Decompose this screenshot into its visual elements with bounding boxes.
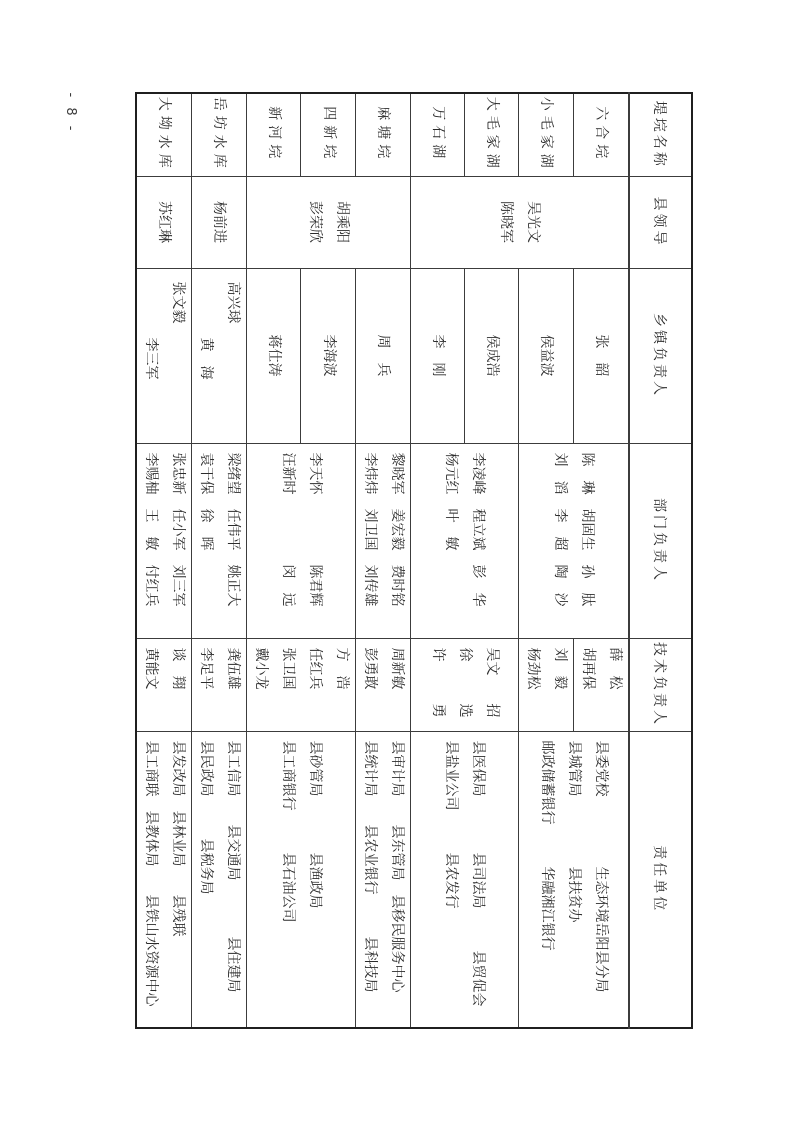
cell-responsible-unit-5: 县审计局 县东管局 县移民服务中心 县统计局 县农业银行 县科技局 bbox=[356, 731, 411, 1028]
cell-responsible-unit-r6-7: 县砂管局 县渔政局 县工商银行 县石油公司 bbox=[247, 731, 356, 1028]
header-county-leader: 县领导 bbox=[629, 176, 692, 268]
cell-responsible-unit-r3-4: 县医保局 县司法局 县贸促会 县盐业公司 县农发行 bbox=[411, 731, 519, 1028]
cell-technical-head-8: 龚伍雄 李足平 bbox=[192, 638, 247, 731]
header-row bbox=[629, 93, 692, 1028]
cell-technical-head-2: 刘 毅 杨劲松 bbox=[519, 638, 574, 731]
cell-technical-head-1: 薛 松 胡再保 bbox=[574, 638, 630, 731]
cell-responsible-unit-9: 县发改局 县林业局 县残联 县工商联 县教体局 县铁山水资源中心 bbox=[136, 731, 192, 1028]
cell-township-head-9: 张文毅 李三军 bbox=[136, 268, 192, 443]
cell-levee-name-5: 麻塘垸 bbox=[356, 93, 411, 176]
cell-responsible-unit-r1-2: 县委党校 生态环境岳阳县分局 县城管局 县扶贫办 邮政储蓄银行 华融湘江银行 bbox=[519, 731, 630, 1028]
header-responsible-unit: 责任单位 bbox=[629, 731, 692, 1028]
table-row bbox=[136, 93, 192, 1028]
cell-department-head-r3-4: 李凌峰 程立斌 彭 华 杨元红 叶 敏 bbox=[411, 443, 519, 638]
cell-township-head-8: 高兴球 黄 海 bbox=[192, 268, 247, 443]
cell-township-head-4: 李 刚 bbox=[411, 268, 465, 443]
cell-county-leader-r5-7: 胡乘阳 彭荣欣 bbox=[247, 176, 411, 268]
cell-township-head-7: 蒋仕涛 bbox=[247, 268, 302, 443]
header-township-head: 乡镇负责人 bbox=[629, 268, 692, 443]
header-department-head: 部门负责人 bbox=[629, 443, 692, 638]
page-number: - 8 - bbox=[63, 92, 78, 134]
cell-levee-name-2: 小毛家湖 bbox=[519, 93, 574, 176]
cell-levee-name-8: 岳坊水库 bbox=[192, 93, 247, 176]
cell-department-head-r1-2: 陈 琳 胡固生 孙 肽 刘 滔 李 超 陶 沙 bbox=[519, 443, 630, 638]
cell-levee-name-3: 大毛家湖 bbox=[465, 93, 519, 176]
cell-county-leader-9: 苏红琳 bbox=[136, 176, 192, 268]
cell-department-head-9: 张忠新 任小军 刘三军 李赐柚 王 敏 付红兵 bbox=[136, 443, 192, 638]
levee-responsibility-table bbox=[135, 92, 693, 1029]
header-levee-name: 堤垸名称 bbox=[629, 93, 692, 176]
cell-township-head-2: 侯益波 bbox=[519, 268, 574, 443]
cell-responsible-unit-8: 县工信局 县交通局 县住建局 县民政局 县税务局 bbox=[192, 731, 247, 1028]
cell-township-head-5: 周 兵 bbox=[356, 268, 411, 443]
cell-technical-head-r6-7: 方 浩 任红兵 张卫国 戴小龙 bbox=[247, 638, 356, 731]
rotated-table-container bbox=[144, 92, 693, 1027]
cell-technical-head-9: 谈 翔 黄能文 bbox=[136, 638, 192, 731]
cell-township-head-6: 李海波 bbox=[301, 268, 356, 443]
cell-township-head-3: 侯成浩 bbox=[465, 268, 519, 443]
cell-levee-name-7: 新河垸 bbox=[247, 93, 302, 176]
header-technical-head: 技术负责人 bbox=[629, 638, 692, 731]
cell-levee-name-6: 四新垸 bbox=[301, 93, 356, 176]
cell-technical-head-r3-4: 吴文 招 徐 选 许 勇 bbox=[411, 638, 519, 731]
table-row bbox=[192, 93, 247, 1028]
table-row bbox=[574, 93, 630, 1028]
cell-levee-name-4: 万石湖 bbox=[411, 93, 465, 176]
cell-levee-name-9: 大坳水库 bbox=[136, 93, 192, 176]
cell-levee-name-1: 六合垸 bbox=[574, 93, 630, 176]
cell-township-head-1: 张 韶 bbox=[574, 268, 630, 443]
cell-county-leader-r1-4: 吴光文 陈晓军 bbox=[411, 176, 630, 268]
cell-department-head-r6-7: 李天怀 陈君辉 汪新时 闵 远 bbox=[247, 443, 356, 638]
cell-county-leader-8: 杨前进 bbox=[192, 176, 247, 268]
cell-department-head-5: 黎晓军 姜宏毅 费时铭 李炜炜 刘卫国 刘传雄 bbox=[356, 443, 411, 638]
cell-department-head-8: 梁绪望 任伟平 姚正大 袁干保 徐 晖 bbox=[192, 443, 247, 638]
table-row bbox=[356, 93, 411, 1028]
cell-technical-head-5: 周新敏 彭勇敢 bbox=[356, 638, 411, 731]
